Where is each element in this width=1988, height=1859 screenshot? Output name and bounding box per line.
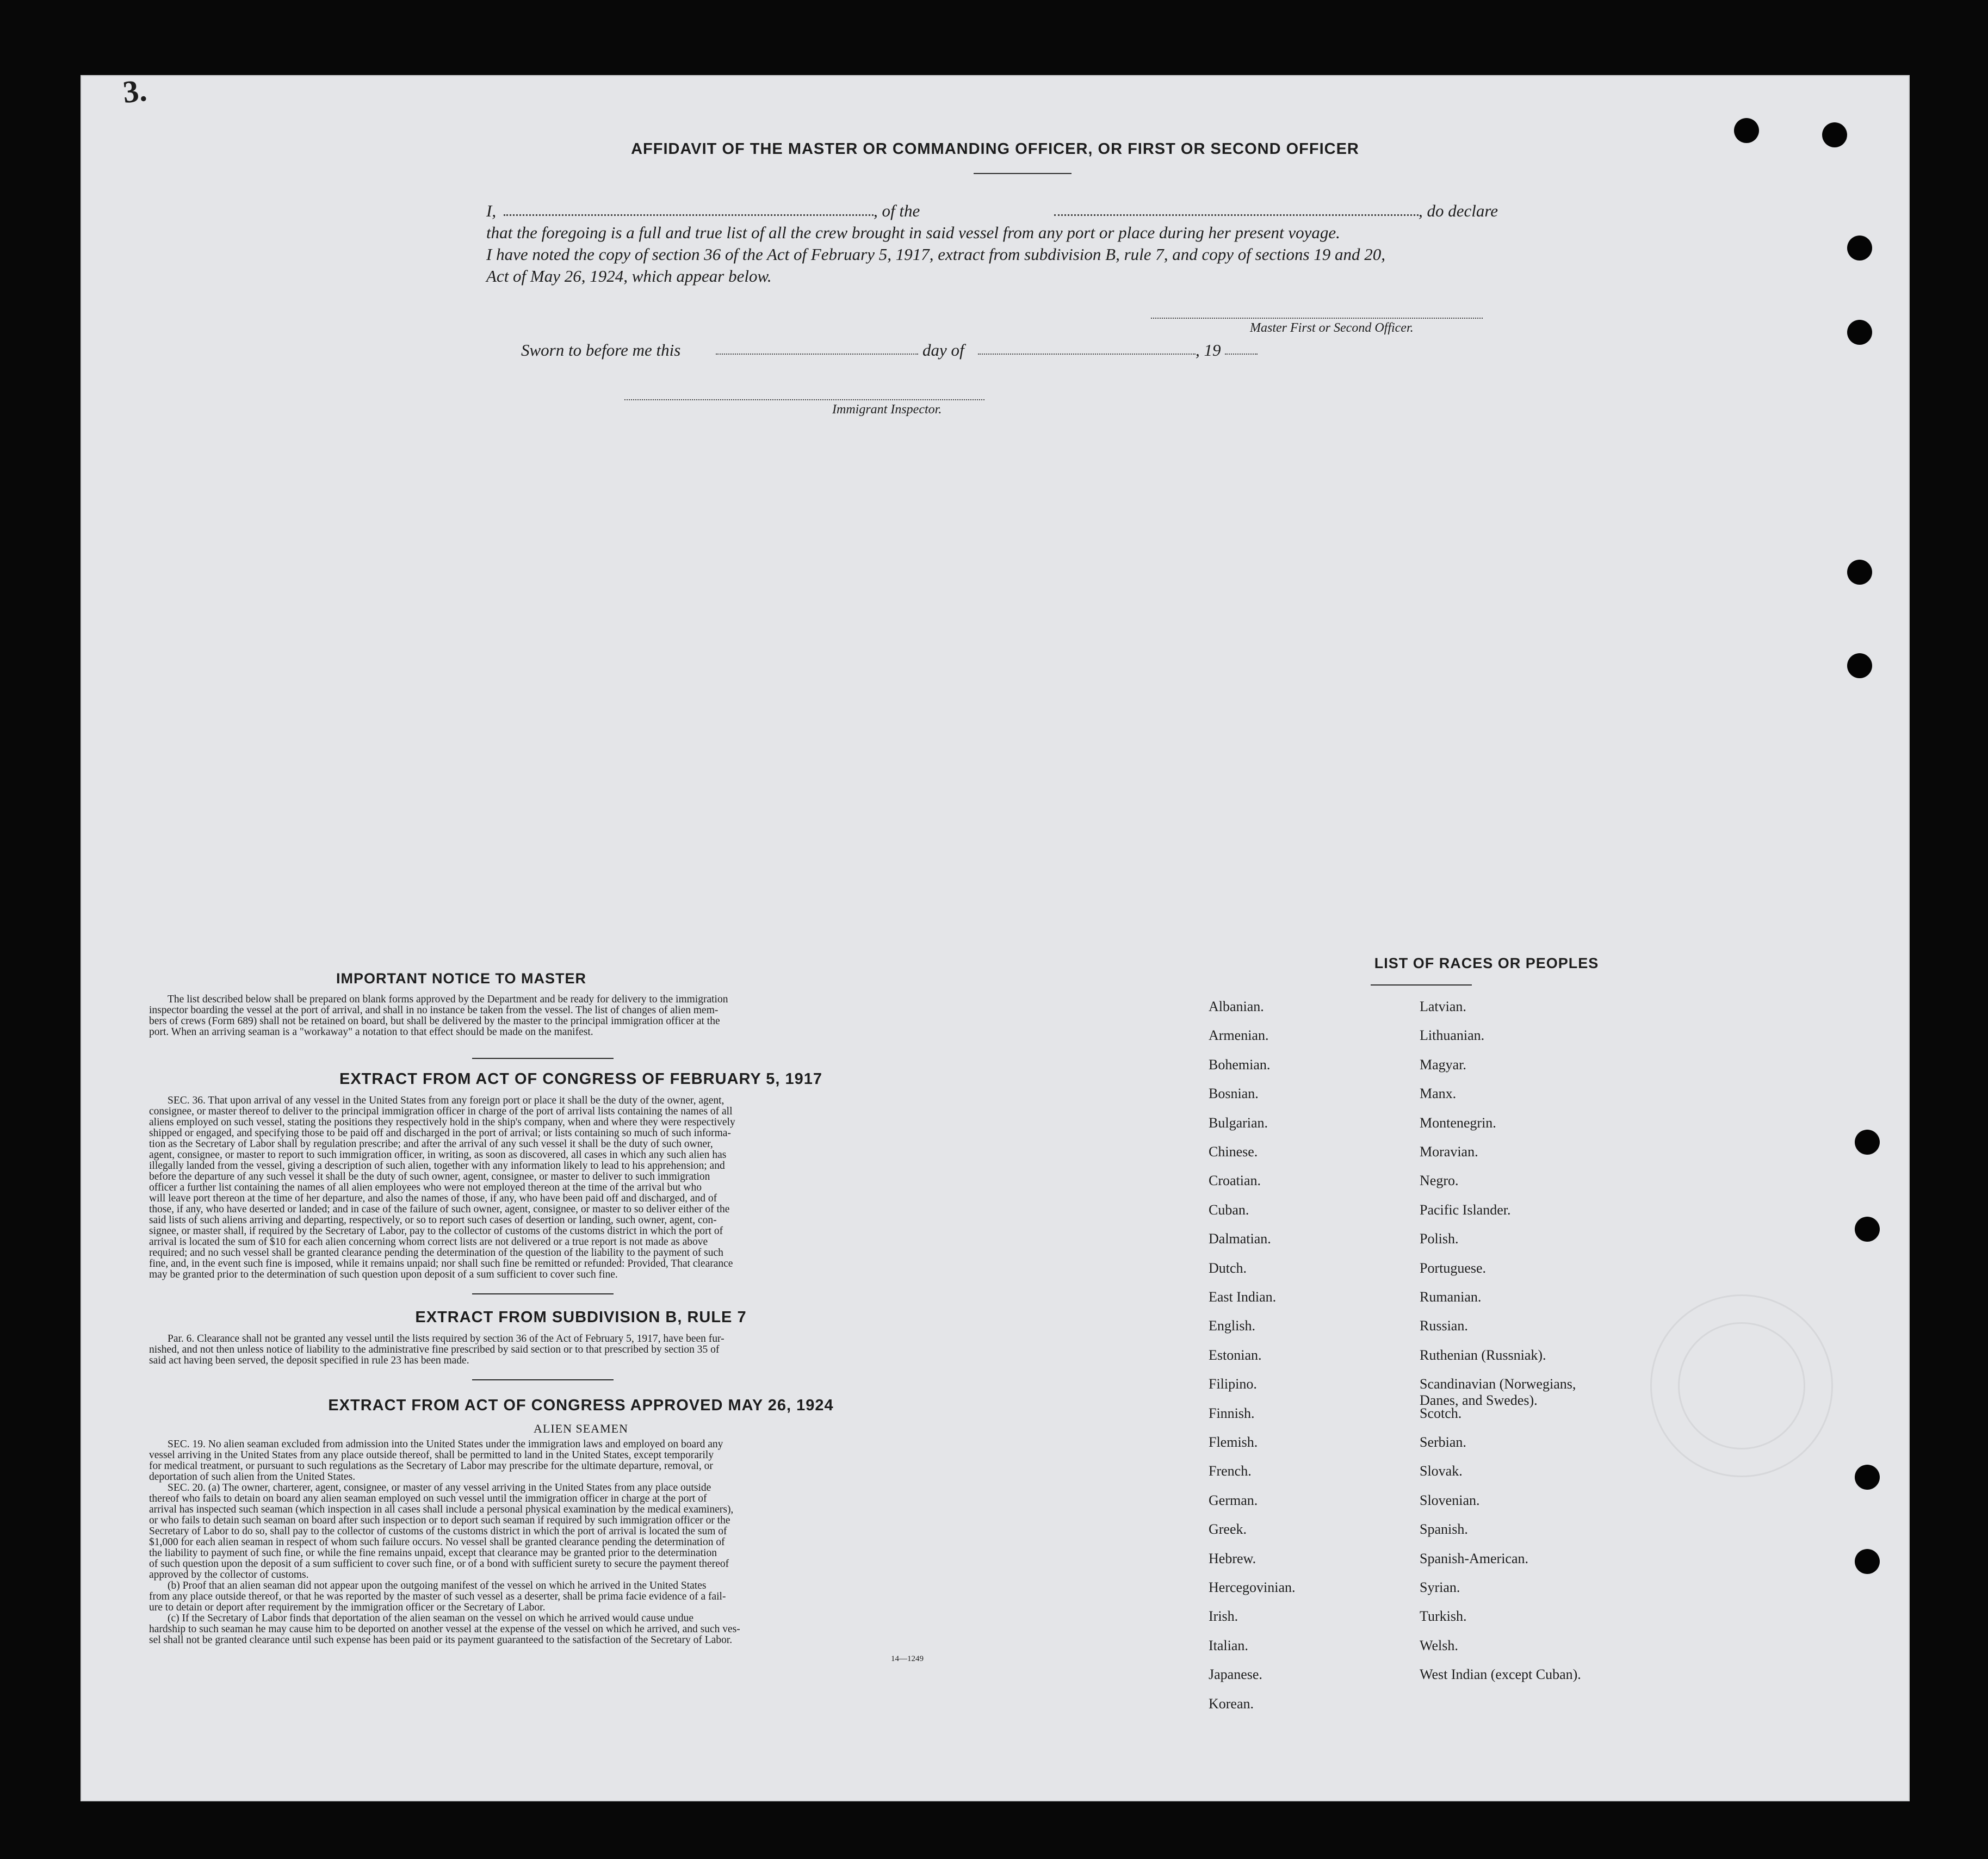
seal-inner-ring: [1678, 1322, 1805, 1449]
document-page: [80, 72, 1910, 1801]
extract-1917-line: arrival is located the sum of $10 for each alien concerning whom correct lists are not delivered or a true report is not made as above: [149, 1236, 708, 1248]
master-signature-field[interactable]: [1151, 318, 1483, 319]
extract-1924-line: for medical treatment, or pursuant to such regulations as the Secretary of Labor may prescribe for the ultimate departure, removal, or: [149, 1460, 713, 1472]
extract-1924-line: deportation of such alien from the United States.: [149, 1471, 356, 1483]
race-entry: Rumanian.: [1420, 1289, 1482, 1305]
day-of-text: day of: [922, 340, 964, 360]
race-entry: Magyar.: [1420, 1056, 1466, 1073]
extract-rule7-line: said act having been served, the deposit specified in rule 23 has been made.: [149, 1355, 469, 1366]
extract-1924-body: [149, 1439, 1013, 1646]
extract-1917-line: shipped or engaged, and specifying those to be paid off and discharged in the port of arrival; or lists containing so much of such informa-: [149, 1127, 731, 1139]
punch-hole: [1847, 236, 1872, 261]
extract-1917-line: officer a further list containing the names of all alien employees who were not employed thereon at the time of the arrival but who: [149, 1182, 702, 1193]
notice-line: The list described below shall be prepared on blank forms approved by the Department and be ready for delivery to the immigration: [168, 994, 728, 1005]
race-entry: Dalmatian.: [1209, 1231, 1271, 1247]
race-entry: Slovenian.: [1420, 1492, 1480, 1508]
punch-hole: [1855, 1130, 1880, 1155]
race-entry: Croatian.: [1209, 1173, 1261, 1189]
extract-1924-line: arrival has inspected such seaman (which inspection in all cases shall include a personal physical examination by the medical examiners),: [149, 1504, 734, 1515]
punch-hole: [1822, 122, 1847, 147]
corner-handwritten-mark: 3.: [121, 72, 148, 110]
extract-1924-line: ure to detain or deport after requirement by the immigration officer or the Secretary of Labor.: [149, 1602, 546, 1613]
race-entry: Slovak.: [1420, 1463, 1463, 1479]
race-entry: East Indian.: [1209, 1289, 1277, 1305]
race-entry: Serbian.: [1420, 1434, 1466, 1450]
sworn-month-field[interactable]: [978, 354, 1196, 355]
declarant-name-field[interactable]: [504, 214, 874, 216]
race-entry: Irish.: [1209, 1608, 1238, 1625]
race-entry: Armenian.: [1209, 1027, 1269, 1044]
race-entry: Turkish.: [1420, 1608, 1467, 1625]
race-entry: Negro.: [1420, 1173, 1459, 1189]
punch-hole: [1855, 1217, 1880, 1242]
race-entry: Chinese.: [1209, 1144, 1258, 1160]
race-entry: Russian.: [1420, 1318, 1468, 1334]
vessel-name-field[interactable]: [1054, 214, 1419, 216]
race-entry: Manx.: [1420, 1086, 1457, 1102]
races-title: LIST OF RACES OR PEOPLES: [1374, 955, 1599, 971]
extract-1917-line: consignee, or master thereof to deliver to the principal immigration officer in charge of the port of arrival lists containing the names of all: [149, 1106, 733, 1117]
race-entry: Polish.: [1420, 1231, 1459, 1247]
notice-body: [149, 994, 1013, 1038]
extract-1924-line: SEC. 19. No alien seaman excluded from admission into the United States under the immigration laws and employed on board any: [168, 1439, 723, 1450]
extract-1924-line: or who fails to detain such seaman on board after such inspection or to deport such seaman if required by such immigration officer or the: [149, 1515, 730, 1526]
extract-1917-line: aliens employed on such vessel, stating the positions they respectively hold in the ship's company, when and where they were respectively: [149, 1117, 735, 1128]
sworn-year-field[interactable]: [1225, 354, 1258, 355]
race-entry: Moravian.: [1420, 1144, 1478, 1160]
race-entry: Ruthenian (Russniak).: [1420, 1347, 1546, 1363]
race-entry: Dutch.: [1209, 1260, 1247, 1276]
extract-1917-line: will leave port thereon at the time of her departure, and also the names of those, if any, who have been paid off and discharged, and of: [149, 1193, 717, 1204]
inspector-signature-field[interactable]: [624, 399, 984, 400]
extract-1917-line: fine, and, in the event such fine is imposed, while it remains unpaid; nor shall such fine be remitted or refunded: Provided, That clearance: [149, 1258, 733, 1269]
race-entry: Italian.: [1209, 1637, 1248, 1653]
race-entry: Bulgarian.: [1209, 1114, 1268, 1131]
race-entry: Hebrew.: [1209, 1550, 1256, 1566]
extract-1924-line: vessel arriving in the United States from any place outside thereof, shall be permitted to land in the United States, except temporarily: [149, 1449, 714, 1461]
race-entry: Spanish.: [1420, 1521, 1468, 1538]
notice-line: bers of crews (Form 689) shall not be retained on board, but shall be delivered by the master to the principal immigration officer at the: [149, 1015, 720, 1027]
master-signature-label: Master First or Second Officer.: [1250, 321, 1414, 335]
race-entry: Bosnian.: [1209, 1086, 1259, 1102]
affidavit-line-4: Act of May 26, 1924, which appear below.: [486, 267, 772, 286]
race-entry: Greek.: [1209, 1521, 1247, 1538]
extract-1917-title: EXTRACT FROM ACT OF CONGRESS OF FEBRUARY 5, 1917: [339, 1070, 823, 1088]
race-entry: French.: [1209, 1463, 1252, 1479]
extract-1917-line: illegally landed from the vessel, giving a description of such alien, together with any information likely to lead to his apprehension; and: [149, 1160, 725, 1172]
race-entry: Syrian.: [1420, 1579, 1460, 1595]
extract-1917-line: before the departure of any such vessel it shall be the duty of such owner, agent, consignee, or master to deliver to such immigration: [149, 1171, 710, 1182]
affidavit-title-rule: [974, 173, 1072, 174]
inspector-label: Immigrant Inspector.: [832, 402, 942, 417]
race-entry: Finnish.: [1209, 1405, 1255, 1421]
affidavit-line-3: I have noted the copy of section 36 of the Act of February 5, 1917, extract from subdivision B, rule 7, and copy of sections 19 and 20,: [486, 245, 1386, 264]
embossed-seal: [1650, 1294, 1833, 1477]
extract-1924-line: thereof who fails to detain on board any alien seaman employed on such vessel until the immigration officer in charge at the port of: [149, 1493, 707, 1504]
race-entry: Portuguese.: [1420, 1260, 1487, 1276]
punch-hole: [1734, 118, 1759, 143]
affidavit-declare: , do declare: [1419, 201, 1498, 220]
race-entry: Japanese.: [1209, 1666, 1262, 1683]
affidavit-of-the: , of the: [874, 201, 920, 220]
race-entry: Flemish.: [1209, 1434, 1258, 1450]
race-entry: Estonian.: [1209, 1347, 1262, 1363]
extract-1924-line: the liability to payment of such fine, or while the fine remains unpaid, except that clearance may be granted prior to the determination: [149, 1547, 717, 1559]
extract-1924-line: $1,000 for each alien seaman in respect of whom such failure occurs. No vessel shall be granted clearance pending the determination of: [149, 1536, 725, 1548]
extract-1917-line: SEC. 36. That upon arrival of any vessel in the United States from any foreign port or place it shall be the duty of the owner, agent,: [168, 1095, 724, 1106]
race-entry: Danes, and Swedes).: [1420, 1392, 1538, 1409]
extract-1917-line: agent, consignee, or master to report to such immigration officer, in writing, as soon as discovered, all cases in which any such alien has: [149, 1149, 727, 1161]
form-number: 14—1249: [891, 1654, 924, 1663]
race-entry: Bohemian.: [1209, 1056, 1271, 1073]
affidavit-i: I,: [486, 201, 497, 220]
race-entry: Welsh.: [1420, 1637, 1458, 1653]
affidavit-line-2: that the foregoing is a full and true list of all the crew brought in said vessel from any port or place during her present voyage.: [486, 223, 1340, 242]
races-title-rule: [1371, 984, 1472, 986]
punch-hole: [1847, 653, 1872, 678]
extract-rule7-body: [149, 1334, 1013, 1366]
race-entry: Spanish-American.: [1420, 1550, 1529, 1566]
race-entry: Scotch.: [1420, 1405, 1462, 1421]
notice-title: IMPORTANT NOTICE TO MASTER: [336, 970, 586, 987]
extract-1924-title: EXTRACT FROM ACT OF CONGRESS APPROVED MAY 26, 1924: [328, 1397, 834, 1414]
affidavit-title: AFFIDAVIT OF THE MASTER OR COMMANDING OFFICER, OR FIRST OR SECOND OFFICER: [631, 140, 1359, 158]
race-entry: Hercegovinian.: [1209, 1579, 1296, 1595]
race-entry: Filipino.: [1209, 1376, 1257, 1392]
extract-1924-line: (c) If the Secretary of Labor finds that deportation of the alien seaman on the vessel on which he arrived would cause undue: [168, 1613, 694, 1624]
race-entry: Pacific Islander.: [1420, 1201, 1511, 1218]
race-entry: West Indian (except Cuban).: [1420, 1666, 1581, 1683]
punch-hole: [1847, 560, 1872, 585]
sworn-day-field[interactable]: [716, 354, 918, 355]
extract-1924-line: SEC. 20. (a) The owner, charterer, agent, consignee, or master of any vessel arriving in the United States from any place outside: [168, 1482, 711, 1494]
punch-hole: [1847, 320, 1872, 345]
extract-1924-line: of such question upon the deposit of a sum sufficient to cover such fine, or of a bond with sufficient surety to secure the payment thereof: [149, 1558, 729, 1570]
extract-1924-subtitle: ALIEN SEAMEN: [534, 1422, 628, 1435]
section-divider: [472, 1379, 614, 1380]
notice-line: inspector boarding the vessel at the port of arrival, and shall in no instance be taken from the vessel. The list of changes of alien mem-: [149, 1005, 719, 1016]
extract-1917-line: required; and no such vessel shall be granted clearance pending the determination of the question of the liability to the payment of such: [149, 1247, 723, 1259]
race-entry: Latvian.: [1420, 999, 1466, 1014]
punch-hole: [1855, 1549, 1880, 1574]
extract-1917-body: [149, 1095, 1013, 1280]
extract-1917-line: said lists of such aliens arriving and departing, respectively, or so to report such cases of desertion or landing, such owner, agent, con-: [149, 1214, 717, 1226]
race-entry: English.: [1209, 1318, 1255, 1334]
year-prefix: , 19: [1196, 340, 1221, 360]
extract-1924-line: hardship to such seaman he may cause him to be deported on another vessel at the expense of the vessel on which he arrived, and such ves-: [149, 1623, 740, 1635]
extract-rule7-line: nished, and not then unless notice of liability to the administrative fine prescribed by said section or to that prescribed by section 35 of: [149, 1344, 720, 1355]
notice-line: port. When an arriving seaman is a "workaway" a notation to that effect should be made on the manifest.: [149, 1026, 593, 1038]
race-entry: Korean.: [1209, 1695, 1254, 1712]
race-entry: Scandinavian (Norwegians,: [1420, 1376, 1576, 1392]
extract-1917-line: signee, or master shall, if required by the Secretary of Labor, pay to the collector of customs of the customs district in which the port of: [149, 1225, 723, 1237]
section-divider: [472, 1058, 614, 1059]
section-divider: [472, 1293, 614, 1294]
extract-rule7-title: EXTRACT FROM SUBDIVISION B, RULE 7: [415, 1309, 747, 1326]
extract-1924-line: sel shall not be granted clearance until such expense has been paid or its payment guaranteed to the satisfaction of the Secretary of Labor.: [149, 1634, 733, 1646]
race-entry: German.: [1209, 1492, 1258, 1508]
extract-1924-line: (b) Proof that an alien seaman did not appear upon the outgoing manifest of the vessel on which he arrived in the United States: [168, 1580, 707, 1591]
sworn-text: Sworn to before me this: [521, 340, 681, 360]
extract-1924-line: from any place outside thereof, or that he was reported by the master of such vessel as a deserter, shall be prima facie evidence of a fail-: [149, 1591, 726, 1602]
race-entry: Montenegrin.: [1420, 1114, 1496, 1131]
extract-1917-line: those, if any, who have deserted or landed; and in case of the failure of such owner, agent, consignee, or master to so deliver either of the: [149, 1204, 730, 1215]
punch-hole: [1855, 1465, 1880, 1490]
race-entry: Albanian.: [1209, 999, 1264, 1014]
extract-rule7-line: Par. 6. Clearance shall not be granted any vessel until the lists required by section 36 of the Act of February 5, 1917, have been fur-: [168, 1333, 724, 1344]
extract-1917-line: may be granted prior to the determination of such question upon deposit of a sum sufficient to cover such fine.: [149, 1269, 618, 1280]
race-entry: Cuban.: [1209, 1201, 1249, 1218]
extract-1917-line: tion as the Secretary of Labor shall by regulation prescribe; and after the arrival of any such vessel it shall be the duty of such owner,: [149, 1138, 713, 1150]
race-entry: Lithuanian.: [1420, 1027, 1485, 1044]
extract-1924-line: Secretary of Labor to do so, shall pay to the collector of customs of the customs district in which the port of arrival is located the sum of: [149, 1526, 727, 1537]
extract-1924-line: approved by the collector of customs.: [149, 1569, 309, 1581]
